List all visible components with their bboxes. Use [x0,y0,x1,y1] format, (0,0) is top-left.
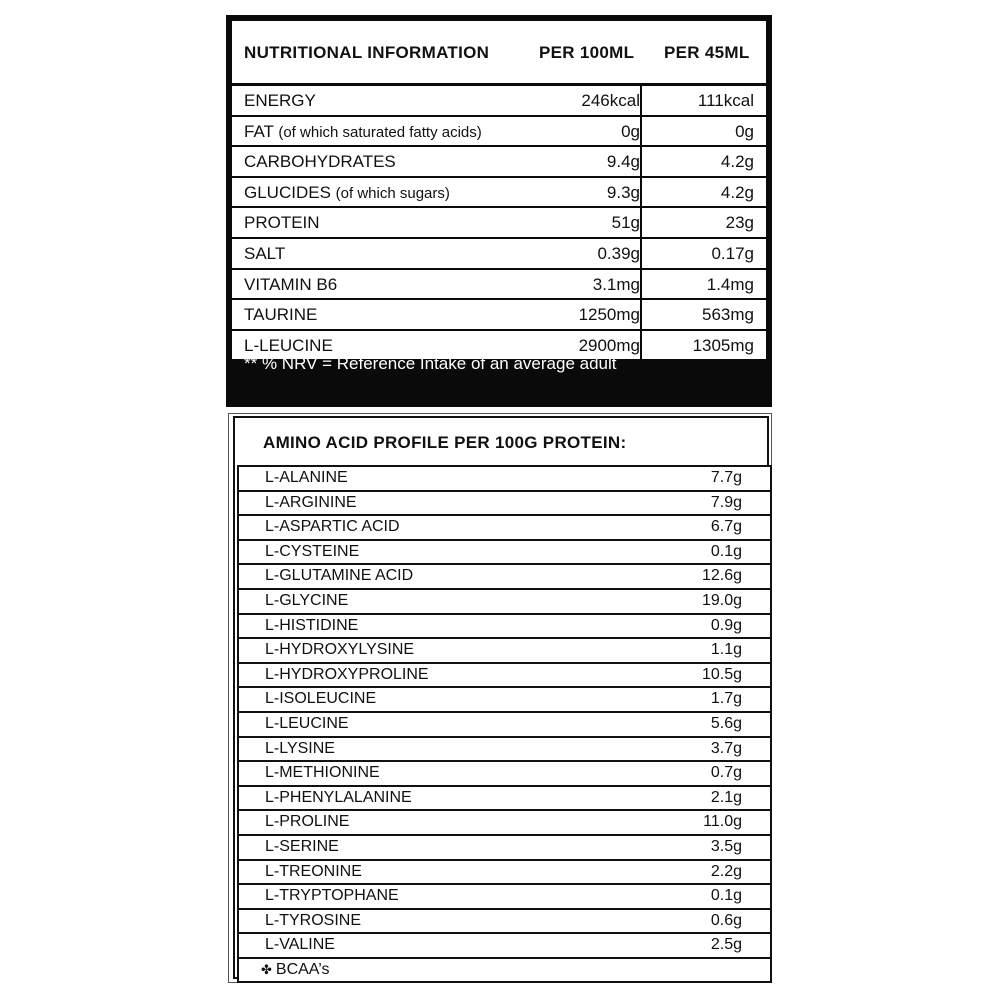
nutrient-name: L-LEUCINE [244,335,333,355]
nutrient-note: (of which sugars) [335,184,450,202]
nutrient-name: SALT [244,243,286,263]
nutrient-name: GLUCIDES [244,182,331,202]
amino-row [237,613,772,638]
amino-name: L-LEUCINE [265,714,349,732]
amino-row [237,465,772,490]
column-divider [640,147,642,176]
amino-value: 2.5g [710,936,742,954]
nutrient-name: PROTEIN [244,213,320,233]
nutrient-name: FAT [244,121,274,141]
amino-row [237,760,772,785]
amino-row [237,514,772,539]
amino-name: L-ISOLEUCINE [265,690,377,708]
column-divider [640,208,642,237]
col-per-100ml: PER 100ML [539,43,635,62]
nutrition-row [232,178,766,207]
bcaa-text: BCAA’s [275,960,330,978]
value-per-45ml: 1305mg [692,335,754,355]
amino-value: 2.1g [710,788,742,806]
amino-value: 5.6g [710,714,742,732]
amino-name: L-PROLINE [265,813,350,831]
amino-value: 1.7g [710,690,742,708]
amino-value: 12.6g [701,567,742,585]
amino-row [237,932,772,957]
value-per-100ml: 51g [611,213,640,233]
amino-name: L-VALINE [265,936,335,954]
amino-value: 10.5g [701,665,742,683]
nutrient-label [244,244,285,264]
value-per-100ml: 0g [621,121,640,141]
amino-row [237,785,772,810]
amino-row [237,490,772,515]
nutrient-label [244,336,333,356]
nutrition-row [232,300,766,329]
amino-row [237,711,772,736]
value-per-45ml: 563mg [702,305,754,325]
value-per-100ml: 9.3g [606,182,640,202]
amino-value: 7.7g [710,469,742,486]
nutrient-label [244,91,316,111]
value-per-45ml: 0g [735,121,754,141]
amino-value: 0.1g [710,542,742,560]
amino-name: L-ARGININE [265,493,357,511]
amino-name: L-SERINE [265,837,339,855]
amino-name: L-HISTIDINE [265,616,359,634]
amino-panel [228,413,772,983]
amino-value: 2.2g [710,862,742,880]
nutrient-label [244,122,482,142]
value-per-100ml: 2900mg [578,335,640,355]
nutrition-title: NUTRITIONAL INFORMATION [244,43,490,62]
nutrition-row [232,117,766,146]
value-per-45ml: 0.17g [711,243,754,263]
nutrition-row [232,270,766,299]
bcaa-row [237,957,772,984]
column-divider [640,117,642,146]
amino-row [237,662,772,687]
amino-name: L-PHENYLALANINE [265,788,412,806]
amino-row [237,588,772,613]
nutrition-row [232,208,766,237]
amino-value: 0.9g [710,616,742,634]
amino-name: L-TREONINE [265,862,362,880]
amino-row [237,883,772,908]
nutrition-header [232,21,766,83]
value-per-100ml: 246kcal [581,91,640,110]
amino-name: L-TYROSINE [265,911,362,929]
value-per-45ml: 23g [725,213,754,233]
nutrition-row [232,86,766,115]
amino-name: L-LYSINE [265,739,335,757]
nutrition-row [232,147,766,176]
amino-table [237,465,772,983]
column-divider [640,300,642,329]
bcaa-label [261,961,330,979]
amino-row [237,563,772,588]
amino-name: L-HYDROXYLYSINE [265,641,415,659]
amino-value: 3.7g [710,739,742,757]
nutrition-panel [226,15,772,407]
nutrition-row [232,239,766,268]
amino-row [237,539,772,564]
value-per-45ml: 1.4mg [706,274,754,294]
nrv-footnote: ** % NRV = Reference Intake of an average adult [244,354,617,373]
amino-title: AMINO ACID PROFILE PER 100G PROTEIN: [263,433,627,452]
amino-name: L-TRYPTOPHANE [265,887,399,905]
value-per-45ml: 4.2g [720,182,754,202]
amino-name: L-ALANINE [265,469,348,486]
value-per-45ml: 4.2g [720,152,754,172]
nutrient-note: (of which saturated fatty acids) [278,123,482,141]
amino-value: 0.7g [710,764,742,782]
value-per-100ml: 1250mg [578,305,640,325]
amino-name: L-METHIONINE [265,764,380,782]
value-per-100ml: 0.39g [597,243,640,263]
amino-value: 19.0g [701,591,742,609]
nutrient-name: CARBOHYDRATES [244,152,396,172]
nutrient-name: TAURINE [244,305,318,325]
amino-name: L-CYSTEINE [265,542,360,560]
value-per-45ml: 111kcal [697,91,754,110]
amino-row [237,736,772,761]
amino-row [237,834,772,859]
column-divider [640,86,642,115]
amino-name: L-GLYCINE [265,591,349,609]
clover-icon: ✤ [261,961,272,977]
amino-value: 1.1g [710,641,742,659]
amino-row [237,809,772,834]
amino-name: L-GLUTAMINE ACID [265,567,414,585]
nutrient-label [244,275,337,295]
column-divider [640,239,642,268]
nutrient-name: ENERGY [244,91,316,110]
column-divider [640,178,642,207]
amino-name: L-ASPARTIC ACID [265,518,400,536]
value-per-100ml: 9.4g [606,152,640,172]
col-per-45ml: PER 45ML [664,43,750,62]
amino-value: 0.1g [710,887,742,905]
nutrient-label [244,152,396,172]
amino-name: L-HYDROXYPROLINE [265,665,429,683]
nutrient-label [244,183,450,203]
amino-value: 0.6g [710,911,742,929]
nutrient-label [244,305,317,325]
column-divider [640,331,642,360]
amino-value: 7.9g [710,493,742,511]
nutrient-name: VITAMIN B6 [244,274,338,294]
value-per-100ml: 3.1mg [592,274,640,294]
amino-value: 3.5g [710,837,742,855]
amino-row [237,686,772,711]
amino-row [237,908,772,933]
amino-value: 11.0g [703,813,742,831]
nutrient-label [244,213,320,233]
amino-value: 6.7g [710,518,742,536]
column-divider [640,270,642,299]
amino-row [237,637,772,662]
nutrition-rows [232,86,766,361]
amino-row [237,859,772,884]
amino-frame [233,416,769,979]
